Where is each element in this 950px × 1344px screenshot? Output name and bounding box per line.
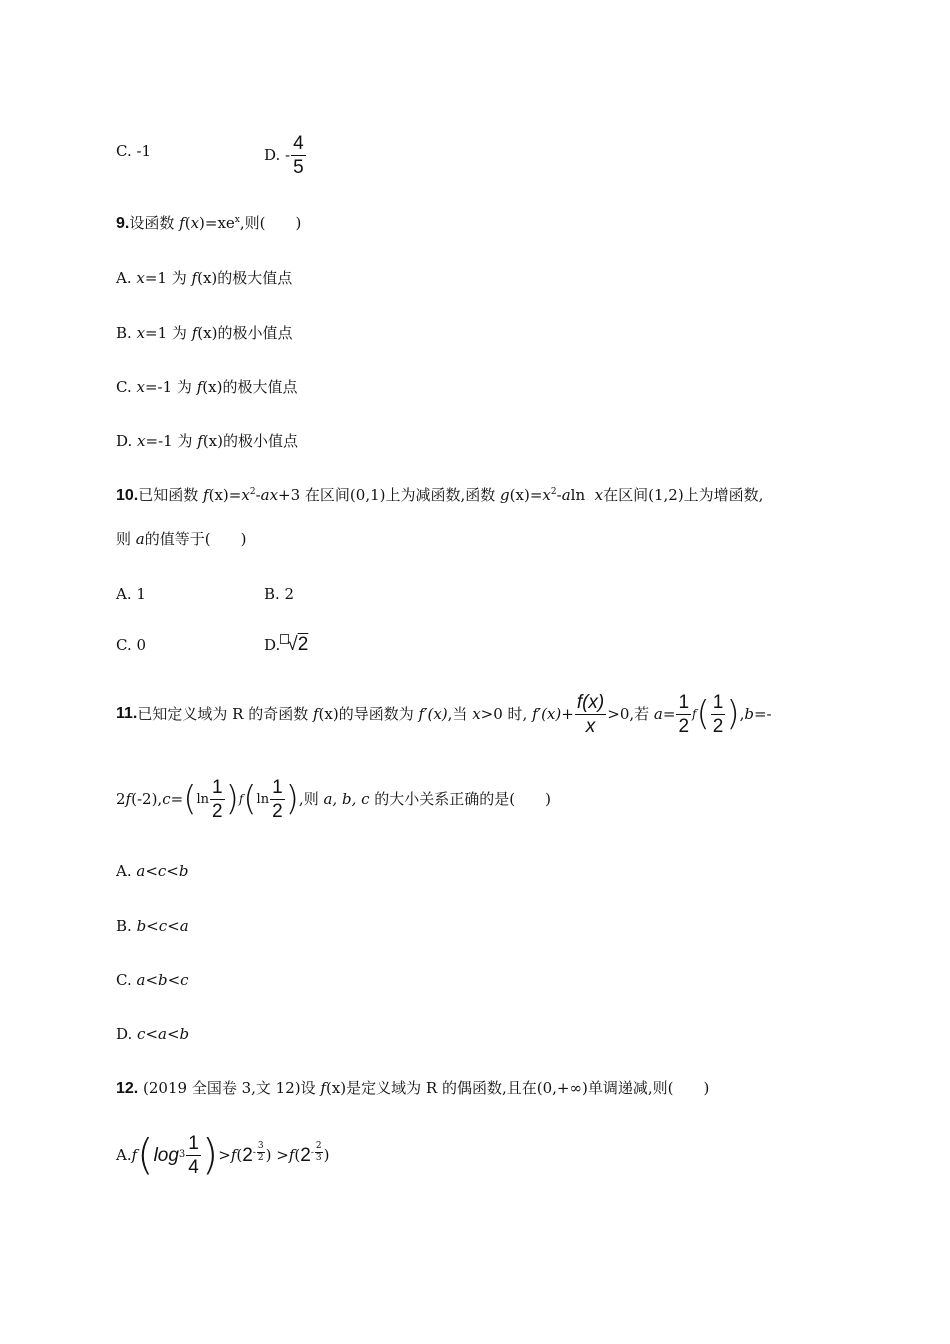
q8-option-d-fraction: $\frac{4}{5}$ xyxy=(293,133,304,178)
q10-option-c: C. 0 xyxy=(116,636,147,654)
q12-exponent-1: - $\frac{3}{2}$ xyxy=(252,1141,264,1163)
q11-option-c: C. a<b<c xyxy=(116,971,189,989)
q12-option-a: A. f ( log 3 $\frac{1}{4}$ ) > f ( 2 - $\frac{3}{2}$ ) > f ( 2 - $\frac{2}{3}$ ) xyxy=(116,1130,330,1179)
q10-number: 10. xyxy=(116,487,139,504)
q10-stem-line1: 10.已知函数 $f(x)=x^2-ax+3$ 在区间(0,1)上为减函数,函数 $g(x)=x^2$-aln x在区间(1,2)上为增函数, xyxy=(116,486,764,504)
q12-log-fraction: $\frac{1}{4}$ xyxy=(188,1132,199,1178)
q11-option-d: D. c<a<b xyxy=(116,1025,190,1043)
q8-option-c: C. -1 xyxy=(116,142,152,160)
q11-fraction-fx-over-x: $\frac{f(x)}{x}$ xyxy=(576,691,605,737)
q10-option-a: A. 1 xyxy=(116,585,146,603)
q11-number: 11. xyxy=(116,705,138,722)
q9-stem: 9.设函数 $f(x)=xe^x$,则( ) xyxy=(116,214,302,232)
q12-number: 12. xyxy=(116,1080,139,1097)
q10-stem-line2: 则 a的值等于( ) xyxy=(116,530,247,548)
q11-stem-line2: 2 f (-2), c = ( ln $\frac{1}{2}$ ) f ( ln $\frac{1}{2}$ ) ,则 a, b, c 的大小关系正确的是( ) xyxy=(116,776,552,822)
q11-half-coefficient: $\frac{1}{2}$ xyxy=(678,691,690,737)
q11-stem-line1: 11. 已知定义域为 R 的奇函数 f (x) 的导函数为 f′(x) ,当 x >0 时, f′(x) + $\frac{f(x)}{x}$ >0,若 a = $\frac{1}{2}$ f ( $\frac{1}{2}$ ) , b =- xyxy=(116,691,772,737)
q12-exponent-2: - $\frac{2}{3}$ xyxy=(310,1141,322,1163)
q12-stem: 12. (2019 全国卷 3,文 12)设 f(x)是定义域为 R 的偶函数,且在(0,+∞)单调递减,则( ) xyxy=(116,1079,710,1097)
q9-option-a: A. x=1 为 f(x)的极大值点 xyxy=(116,269,293,287)
q11-option-a: A. a<c<b xyxy=(116,862,189,880)
q9-option-c: C. x=-1 为 f(x)的极大值点 xyxy=(116,378,298,396)
q11-option-b: B. b<c<a xyxy=(116,917,189,935)
q8-option-d-label: D. - xyxy=(264,146,291,164)
q10-option-d: D. √2 xyxy=(264,634,309,655)
q11-c-ln-fraction: $\frac{1}{2}$ xyxy=(211,776,223,822)
q9-option-d: D. x=-1 为 f(x)的极小值点 xyxy=(116,432,298,450)
q10-radical: √2 xyxy=(287,634,309,655)
q9-number: 9. xyxy=(116,215,130,232)
q10-option-b: B. 2 xyxy=(264,585,295,603)
q11-c-ln-argument: $\frac{1}{2}$ xyxy=(272,776,283,822)
q8-option-d xyxy=(264,134,307,177)
q11-half-argument: $\frac{1}{2}$ xyxy=(712,691,724,737)
q9-option-b: B. x=1 为 f(x)的极小值点 xyxy=(116,324,293,342)
